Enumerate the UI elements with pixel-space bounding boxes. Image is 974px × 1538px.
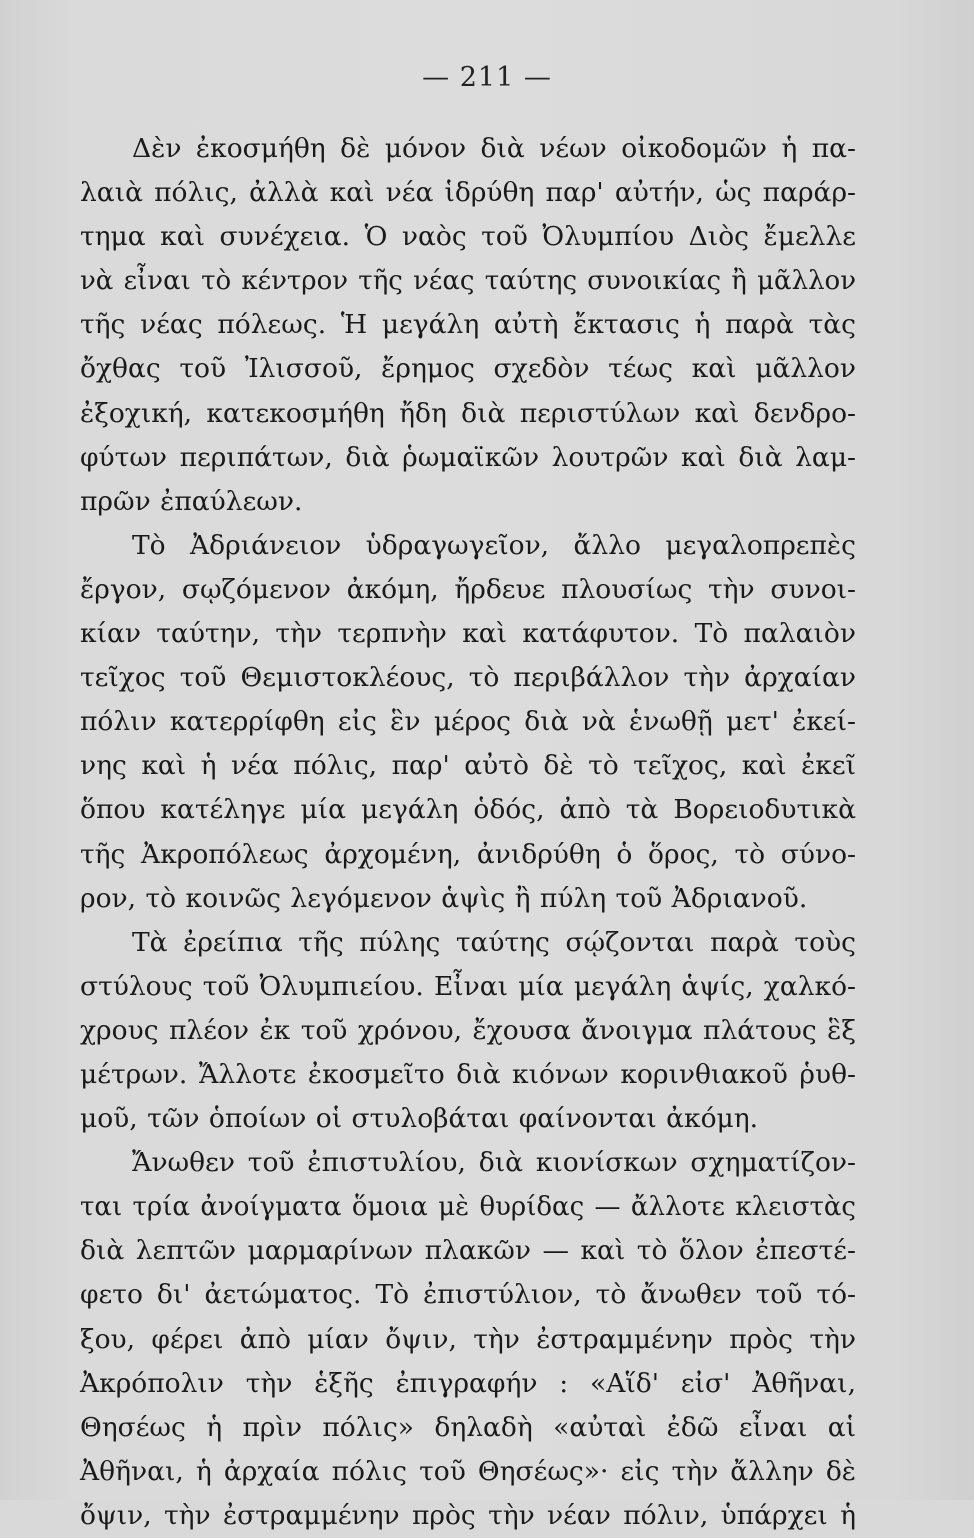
text-line: ἔργον, σῳζόμενον ἀκόμη, ἤρδευε πλουσίως τὴν συνοι- — [80, 573, 856, 605]
text-line: φύτων περιπάτων, διὰ ῥωμαϊκῶν λουτρῶν καὶ διὰ λαμ- — [80, 441, 856, 473]
text-line: νης καὶ ἡ νέα πόλις, παρ' αὐτὸ δὲ τὸ τεῖχος, καὶ ἐκεῖ — [80, 750, 856, 782]
text-line: Τὸ Ἀδριάνειον ὑδραγωγεῖον, ἄλλο μεγαλοπρεπὲς — [132, 529, 856, 561]
text-line: τημα καὶ συνέχεια. Ὁ ναὸς τοῦ Ὀλυμπίου Διὸς ἔμελλε — [80, 221, 856, 253]
text-line: τῆς Ἀκροπόλεως ἀρχομένη, ἀνιδρύθη ὁ ὅρος, τὸ σύνο- — [80, 838, 856, 870]
text-line: Ἀκρόπολιν τὴν ἑξῆς ἐπιγραφήν : «Αἵδ' εἰσ' Ἀθῆναι, — [80, 1367, 856, 1399]
text-line: ται τρία ἀνοίγματα ὅμοια μὲ θυρίδας — ἄλλοτε κλειστὰς — [80, 1192, 856, 1223]
body-text — [80, 127, 856, 1538]
text-line: Ἄνωθεν τοῦ ἐπιστυλίου, διὰ κιονίσκων σχηματίζον- — [132, 1147, 856, 1179]
text-line: στύλους τοῦ Ὀλυμπιείου. Εἶναι μία μεγάλη ἁψίς, χαλκό- — [80, 970, 856, 1002]
text-line: τῆς νέας πόλεως. Ἡ μεγάλη αὐτὴ ἔκτασις ἡ παρὰ τὰς — [80, 309, 856, 341]
text-line: φετο δι' ἀετώματος. Τὸ ἐπιστύλιον, τὸ ἄνωθεν τοῦ τό- — [80, 1279, 856, 1311]
text-line: ὅπου κατέληγε μία μεγάλη ὁδός, ἀπὸ τὰ Βορειοδυτικὰ — [80, 794, 856, 826]
text-line: νὰ εἶναι τὸ κέντρον τῆς νέας ταύτης συνοικίας ἢ μᾶλλον — [80, 266, 856, 297]
text-line: χρους πλέον ἐκ τοῦ χρόνου, ἔχουσα ἄνοιγμα πλάτους ἓξ — [80, 1014, 856, 1046]
text-line: Θησέως ἡ πρὶν πόλις» δηλαδὴ «αὐταὶ ἐδῶ εἶναι αἱ — [80, 1411, 856, 1443]
text-line: ἐξοχική, κατεκοσμήθη ἤδη διὰ περιστύλων καὶ δενδρο- — [80, 397, 856, 429]
text-line: ὄψιν, τὴν ἐστραμμένην πρὸς τὴν νέαν πόλιν, ὑπάρχει ἡ — [80, 1499, 856, 1531]
text-line: διὰ λεπτῶν μαρμαρίνων πλακῶν — καὶ τὸ ὅλον ἐπεστέ- — [80, 1235, 856, 1267]
text-line: μέτρων. Ἄλλοτε ἐκοσμεῖτο διὰ κιόνων κορινθιακοῦ ῥυθ- — [80, 1058, 856, 1090]
text-line: τεῖχος τοῦ Θεμιστοκλέους, τὸ περιβάλλον τὴν ἀρχαίαν — [80, 662, 856, 694]
text-line: μοῦ, τῶν ὁποίων οἱ στυλοβάται φαίνονται ἀκόμη. — [80, 1103, 759, 1135]
page-number: — 211 — — [422, 62, 552, 93]
text-line: ὄχθας τοῦ Ἰλισσοῦ, ἔρημος σχεδὸν τέως καὶ μᾶλλον — [80, 353, 856, 385]
text-line: κίαν ταύτην, τὴν τερπνὴν καὶ κατάφυτον. Τὸ παλαιὸν — [80, 618, 856, 650]
text-line: πρῶν ἐπαύλεων. — [80, 485, 303, 517]
text-line: πόλιν κατερρίφθη εἰς ἓν μέρος διὰ νὰ ἑνωθῇ μετ' ἐκεί- — [80, 706, 856, 738]
text-line: ξου, φέρει ἀπὸ μίαν ὄψιν, τὴν ἐστραμμένην πρὸς τὴν — [80, 1323, 856, 1355]
text-line: Τὰ ἐρείπια τῆς πύλης ταύτης σῴζονται παρὰ τοὺς — [132, 926, 856, 958]
text-line: Ἀθῆναι, ἡ ἀρχαία πόλις τοῦ Θησέως»· εἰς τὴν ἄλλην δὲ — [80, 1455, 856, 1487]
text-line: λαιὰ πόλις, ἀλλὰ καὶ νέα ἱδρύθη παρ' αὐτήν, ὡς παράρ- — [80, 177, 856, 209]
text-line: Δὲν ἐκοσμήθη δὲ μόνον διὰ νέων οἰκοδομῶν ἡ πα- — [132, 133, 856, 164]
text-line: ρον, τὸ κοινῶς λεγόμενον ἁψὶς ἢ πύλη τοῦ Ἀδριανοῦ. — [80, 882, 808, 914]
